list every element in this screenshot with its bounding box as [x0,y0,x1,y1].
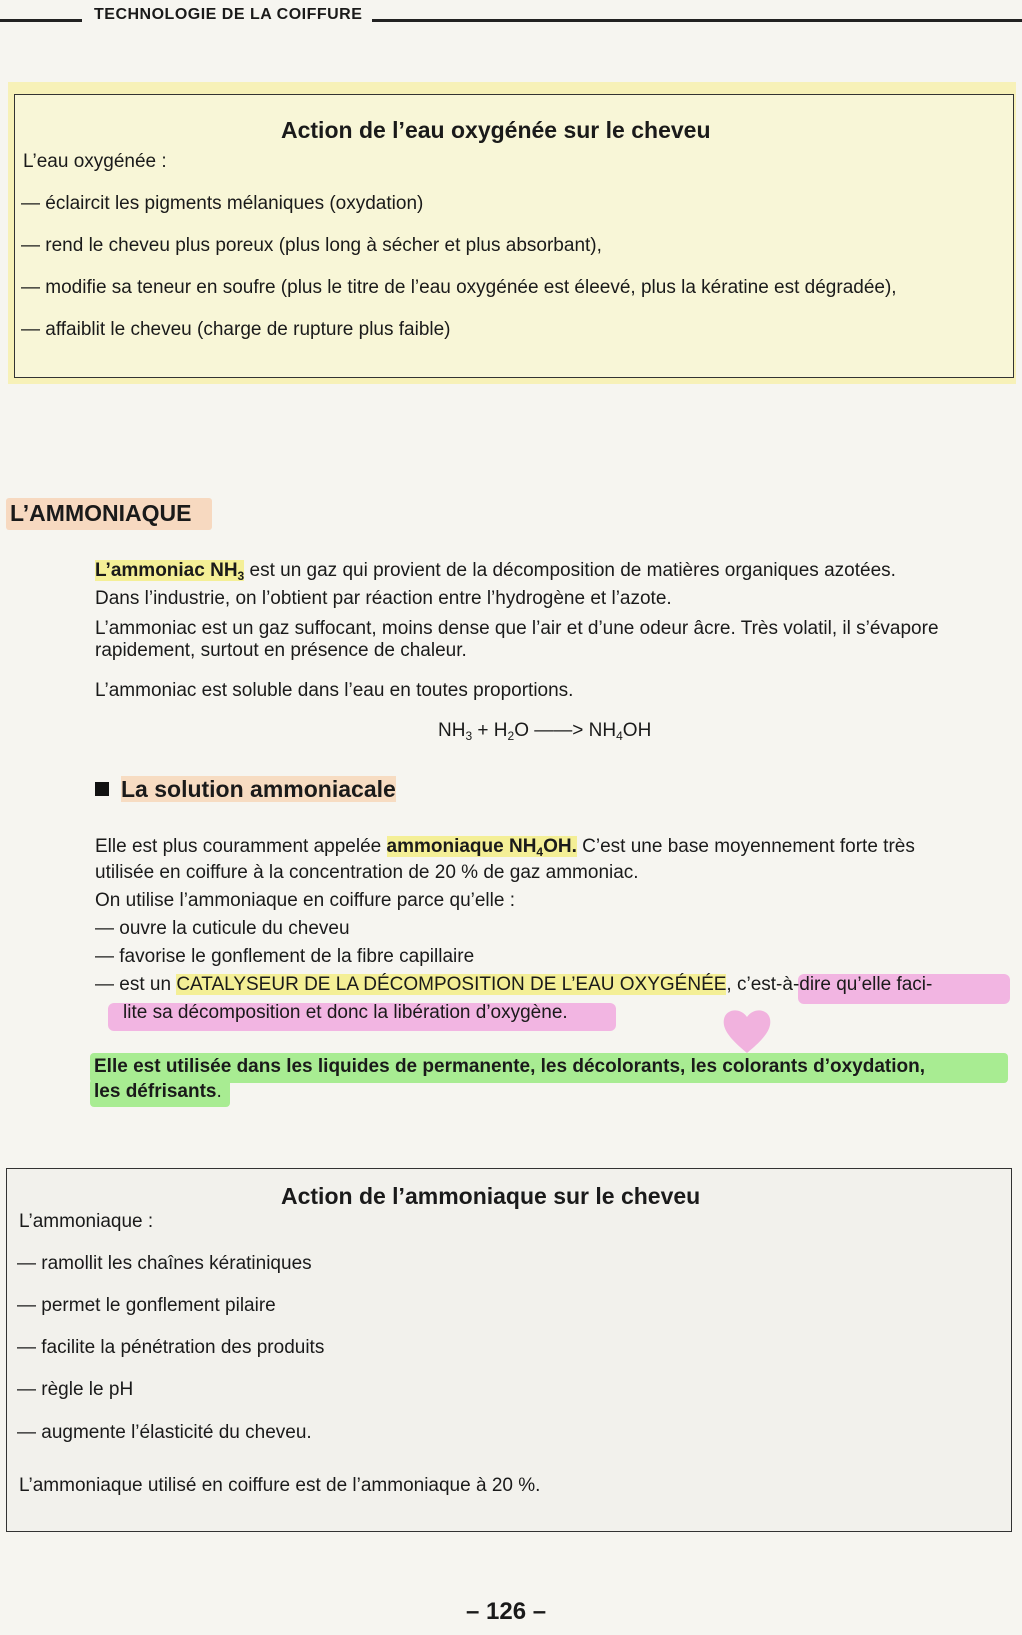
usage-statement-end: les défrisants. [94,1081,222,1102]
list-item: — règle le pH [17,1379,134,1400]
box-title: Action de l’eau oxygénée sur le cheveu [281,117,711,143]
square-bullet-icon [95,782,109,796]
list-item: — augmente l’élasticité du cheveu. [17,1422,312,1443]
section-title: L’AMMONIAQUE [10,500,192,526]
paragraph-ammonia-definition [95,560,896,582]
list-item: — modifie sa teneur en soufre (plus le titre de l’eau oxygénée est éleevé, plus la kératine est dégradée), [21,277,897,298]
chemical-equation: $NH_3 + H_2O$ ——> $NH_4OH$ [438,720,652,743]
list-item: — éclaircit les pigments mélaniques (oxydation) [21,193,424,214]
paragraph: L’ammoniac est un gaz suffocant, moins dense que l’air et d’une odeur âcre. Très volatil, il s’évapore [95,618,939,639]
header-rule-right [372,19,1022,22]
paragraph: utilisée en coiffure à la concentration de 20 % de gaz ammoniac. [95,862,639,883]
reaction-arrow: ——> [534,720,584,741]
subscript: 3 [237,569,245,583]
box-intro: L’ammoniaque : [19,1211,154,1232]
list-item: — est un CATALYSEUR DE LA DÉCOMPOSITION DE L’EAU OXYGÉNÉE, c’est-à-dire qu’elle faci- [95,974,933,995]
heart-icon [720,1005,774,1055]
list-item: — ramollit les chaînes kératiniques [17,1253,312,1274]
box-title: Action de l’ammoniaque sur le cheveu [281,1183,701,1209]
text: est un gaz qui provient de la décomposition de matières organiques azotées. [244,560,896,581]
catalyst-phrase: CATALYSEUR DE LA DÉCOMPOSITION DE L’EAU OXYGÉNÉE [176,974,727,995]
box-intro: L’eau oxygénée : [23,151,167,172]
list-item: — ouvre la cuticule du cheveu [95,918,350,939]
page-number: – 126 – [466,1598,547,1625]
list-item: — favorise le gonflement de la fibre capillaire [95,946,475,967]
paragraph: On utilise l’ammoniaque en coiffure parce qu’elle : [95,890,515,911]
usage-statement: Elle est utilisée dans les liquides de permanente, les décolorants, les colorants d’oxydation, [94,1056,925,1077]
paragraph: Elle est plus couramment appelée ammoniaque $NH_4OH$. C’est une base moyennement forte très [95,836,915,859]
list-item: — permet le gonflement pilaire [17,1295,276,1316]
paragraph: L’ammoniac est soluble dans l’eau en toutes proportions. [95,680,574,701]
paragraph: rapidement, surtout en présence de chaleur. [95,640,467,661]
paragraph: Dans l’industrie, on l’obtient par réaction entre l’hydrogène et l’azote. [95,588,672,609]
list-item: — rend le cheveu plus poreux (plus long à sécher et plus absorbant), [21,235,602,256]
subsection-title: La solution ammoniacale [95,776,396,803]
ammonia-term: L’ammoniac NH [95,560,238,581]
list-item: — affaiblit le cheveu (charge de rupture plus faible) [21,319,451,340]
ammonia-action-box [6,1168,1012,1532]
list-item-continuation: lite sa décomposition et donc la libération d’oxygène. [123,1002,568,1023]
hydrogen-peroxide-action-box [14,94,1014,378]
running-header: TECHNOLOGIE DE LA COIFFURE [94,6,363,23]
header-rule-left [0,19,82,22]
list-item: — facilite la pénétration des produits [17,1337,325,1358]
box-footer: L’ammoniaque utilisé en coiffure est de l’ammoniaque à 20 %. [19,1475,541,1496]
